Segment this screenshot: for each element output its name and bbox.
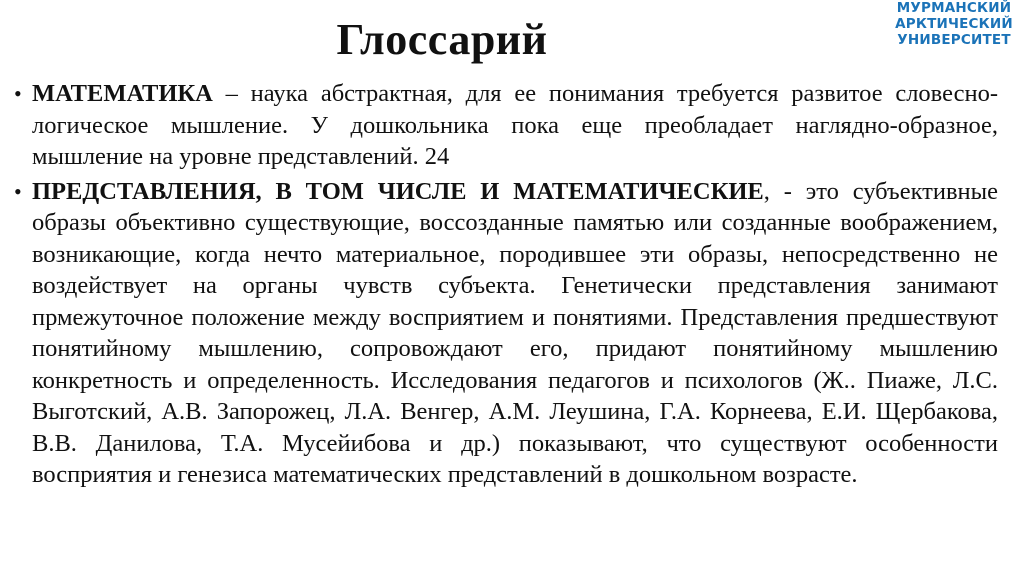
glossary-item-representations: [14, 176, 998, 491]
logo-line-3: УНИВЕРСИТЕТ: [897, 32, 1011, 48]
glossary-definition: – наука абстрактная, для ее понимания требуется развитое словесно-логическое мышление. У дошкольника пока еще преобладает наглядно-образное, мышление на уровне представлений. 24: [32, 80, 998, 170]
bullet-icon: •: [14, 81, 22, 106]
logo-line-2: АРКТИЧЕСКИЙ: [895, 16, 1013, 32]
bullet-icon: •: [14, 178, 22, 204]
glossary-list: [14, 78, 998, 494]
university-logo: [884, 0, 1024, 48]
logo-line-1: МУРМАНСКИЙ: [896, 0, 1012, 16]
glossary-term: МАТЕМАТИКА: [32, 80, 213, 107]
glossary-definition: , - это субъективные образы объективно существующие, воссозданные памятью или созданные воображением, возникающие, когда нечто материальное, породившее эти образы, непосредственно не воздействует на органы чувств субъекта. Генетически представления занимают прмежуточное положение между восприятием и понятиями. Представления предшествуют понятийному мышлению, сопровождают его, придают понятийному мышлению конкретность и определенность. Исследования педагогов и психологов (Ж.. Пиаже, Л.С. Выготский, А.В. Запорожец, Л.А. Венгер, А.М. Леушина, Г.А. Корнеева, Е.И. Щербакова, В.В. Данилова, Т.А. Мусейибова и др.) показывают, что существуют особенности восприятия и генезиса математических представлений в дошкольном возрасте.: [32, 177, 998, 488]
glossary-item-mathematics: [14, 78, 998, 173]
glossary-term: ПРЕДСТАВЛЕНИЯ, В ТОМ ЧИСЛЕ И МАТЕМАТИЧЕСКИЕ: [32, 177, 764, 205]
slide-title: Глоссарий: [336, 15, 548, 64]
